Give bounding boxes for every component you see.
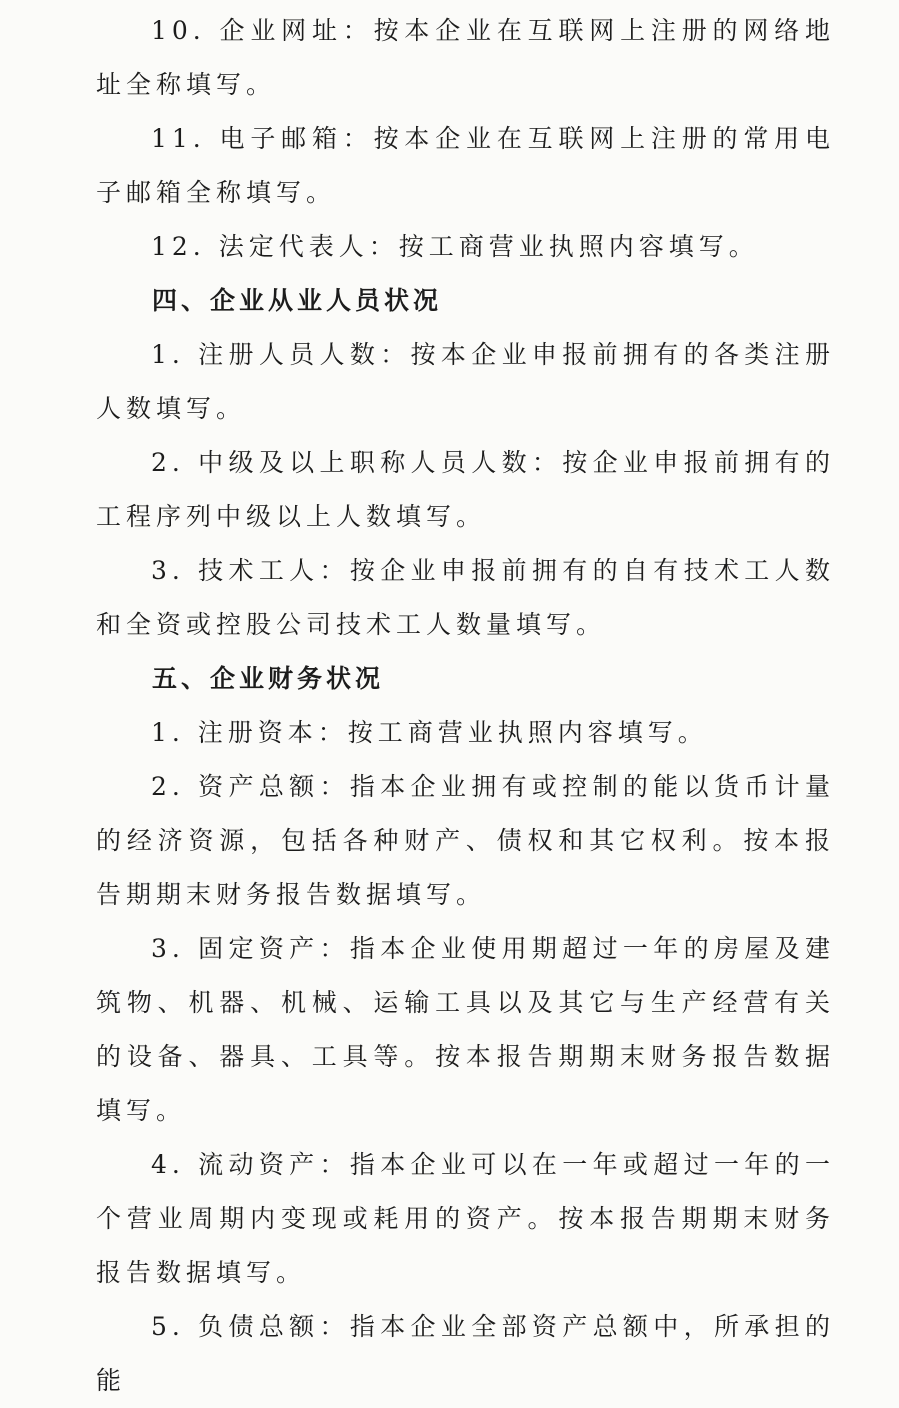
paragraph-mid-level-titles: 2. 中级及以上职称人员人数：按企业申报前拥有的工程序列中级以上人数填写。: [96, 448, 835, 531]
paragraph-total-assets: 2. 资产总额：指本企业拥有或控制的能以货币计量的经济资源，包括各种财产、债权和其它权利。按本报告期期末财务报告数据填写。: [96, 772, 835, 909]
paragraph-registered-capital: 1. 注册资本：按工商营业执照内容填写。: [151, 718, 708, 747]
paragraph-total-liabilities: 5. 负债总额：指本企业全部资产总额中，所承担的能: [96, 1312, 835, 1395]
paragraph-10-website: 10. 企业网址：按本企业在互联网上注册的网络地址全称填写。: [96, 16, 835, 99]
paragraph-11-email: 11. 电子邮箱：按本企业在互联网上注册的常用电子邮箱全称填写。: [96, 124, 835, 207]
paragraph-12-legal-rep: 12. 法定代表人：按工商营业执照内容填写。: [151, 232, 759, 261]
section-heading-personnel: 四、企业从业人员状况: [152, 286, 443, 315]
paragraph-current-assets: 4. 流动资产：指本企业可以在一年或超过一年的一个营业周期内变现或耗用的资产。按本报告期期末财务报告数据填写。: [96, 1150, 835, 1287]
paragraph-technical-workers: 3. 技术工人：按企业申报前拥有的自有技术工人数和全资或控股公司技术工人数量填写。: [96, 556, 835, 639]
paragraph-fixed-assets: 3. 固定资产：指本企业使用期超过一年的房屋及建筑物、机器、机械、运输工具以及其它与生产经营有关的设备、器具、工具等。按本报告期期末财务报告数据填写。: [96, 934, 835, 1125]
section-heading-finance: 五、企业财务状况: [152, 664, 385, 693]
paragraph-registered-staff: 1. 注册人员人数：按本企业申报前拥有的各类注册人数填写。: [96, 340, 835, 423]
